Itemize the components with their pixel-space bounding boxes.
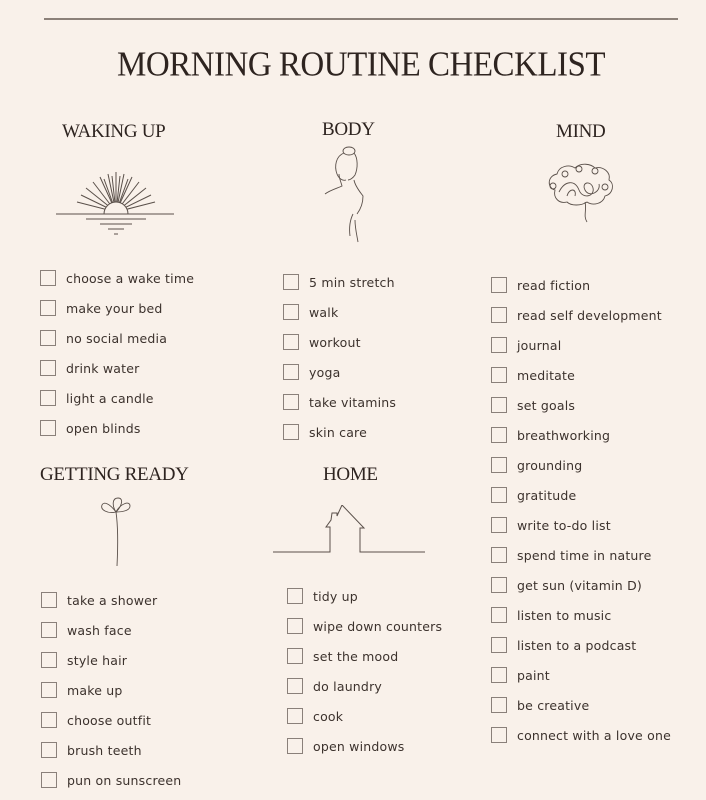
checkbox[interactable] — [283, 394, 299, 410]
item-label: 5 min stretch — [309, 274, 395, 290]
item-label: drink water — [66, 360, 140, 376]
checklist-item[interactable] — [491, 600, 671, 630]
checklist-item[interactable] — [491, 720, 671, 750]
checkbox[interactable] — [283, 274, 299, 290]
body-checklist — [283, 267, 396, 447]
item-label: grounding — [517, 457, 583, 473]
sunrise-icon — [56, 170, 176, 240]
item-label: gratitude — [517, 487, 577, 503]
checklist-item[interactable] — [41, 645, 181, 675]
checklist-item[interactable] — [287, 581, 442, 611]
waking-up-checklist — [40, 263, 194, 443]
checklist-item[interactable] — [287, 731, 442, 761]
item-label: wash face — [67, 622, 132, 638]
item-label: walk — [309, 304, 339, 320]
checklist-item[interactable] — [287, 701, 442, 731]
checkbox[interactable] — [491, 487, 507, 503]
checklist-item[interactable] — [41, 705, 181, 735]
item-label: paint — [517, 667, 550, 683]
checkbox[interactable] — [283, 364, 299, 380]
checklist-item[interactable] — [40, 353, 194, 383]
checkbox[interactable] — [491, 427, 507, 443]
checkbox[interactable] — [491, 607, 507, 623]
item-label: tidy up — [313, 588, 358, 604]
item-label: set goals — [517, 397, 576, 413]
checkbox[interactable] — [40, 360, 56, 376]
checklist-item[interactable] — [283, 267, 396, 297]
item-label: listen to a podcast — [517, 637, 637, 653]
checklist-item[interactable] — [491, 300, 671, 330]
house-icon — [273, 505, 427, 555]
woman-silhouette-icon — [322, 144, 372, 244]
checklist-item[interactable] — [41, 735, 181, 765]
checkbox[interactable] — [283, 424, 299, 440]
checklist-item[interactable] — [40, 413, 194, 443]
section-heading-waking-up: WAKING UP — [62, 121, 166, 142]
item-label: light a candle — [66, 390, 154, 406]
item-label: connect with a love one — [517, 727, 671, 743]
checklist-item[interactable] — [41, 675, 181, 705]
checkbox[interactable] — [40, 420, 56, 436]
item-label: workout — [309, 334, 361, 350]
checklist-item[interactable] — [40, 383, 194, 413]
checkbox[interactable] — [41, 742, 57, 758]
checklist-item[interactable] — [287, 671, 442, 701]
checklist-item[interactable] — [491, 480, 671, 510]
checkbox[interactable] — [491, 397, 507, 413]
checkbox[interactable] — [287, 678, 303, 694]
checkbox[interactable] — [491, 277, 507, 293]
item-label: skin care — [309, 424, 368, 440]
checklist-item[interactable] — [40, 263, 194, 293]
checklist-item[interactable] — [491, 510, 671, 540]
item-label: yoga — [309, 364, 341, 380]
checkbox[interactable] — [491, 547, 507, 563]
mind-checklist — [491, 270, 671, 750]
flower-icon — [98, 496, 134, 576]
checklist-item[interactable] — [40, 323, 194, 353]
checkbox[interactable] — [491, 367, 507, 383]
home-checklist — [287, 581, 442, 761]
item-label: breathworking — [517, 427, 611, 443]
checkbox[interactable] — [41, 682, 57, 698]
item-label: read self development — [517, 307, 662, 323]
checklist-item[interactable] — [491, 360, 671, 390]
page-title: MORNING ROUTINE CHECKLIST — [117, 46, 605, 84]
checklist-item[interactable] — [491, 570, 671, 600]
item-label: spend time in nature — [517, 547, 652, 563]
checkbox[interactable] — [491, 457, 507, 473]
checkbox[interactable] — [491, 517, 507, 533]
item-label: style hair — [67, 652, 128, 668]
section-heading-mind: MIND — [556, 121, 606, 142]
item-label: make your bed — [66, 300, 163, 316]
checkbox[interactable] — [491, 577, 507, 593]
item-label: open windows — [313, 738, 405, 754]
item-label: open blinds — [66, 420, 141, 436]
item-label: choose a wake time — [66, 270, 195, 286]
item-label: pun on sunscreen — [67, 772, 182, 788]
checklist-item[interactable] — [283, 297, 396, 327]
checkbox[interactable] — [491, 727, 507, 743]
checklist-item[interactable] — [41, 585, 181, 615]
checklist-item[interactable] — [491, 330, 671, 360]
item-label: get sun (vitamin D) — [517, 577, 642, 593]
checklist-item[interactable] — [491, 690, 671, 720]
checklist-item[interactable] — [491, 270, 671, 300]
checklist-item[interactable] — [491, 450, 671, 480]
checkbox[interactable] — [40, 270, 56, 286]
checklist-item[interactable] — [491, 630, 671, 660]
checklist-item[interactable] — [41, 615, 181, 645]
checkbox[interactable] — [283, 334, 299, 350]
item-label: do laundry — [313, 678, 383, 694]
checkbox[interactable] — [41, 622, 57, 638]
brain-icon — [545, 160, 617, 228]
checklist-item[interactable] — [40, 293, 194, 323]
checklist-item[interactable] — [491, 420, 671, 450]
checkbox[interactable] — [41, 712, 57, 728]
checkbox[interactable] — [491, 697, 507, 713]
section-heading-home: HOME — [323, 464, 378, 485]
section-heading-body: BODY — [322, 119, 375, 140]
item-label: listen to music — [517, 607, 612, 623]
checklist-item[interactable] — [491, 540, 671, 570]
top-divider — [44, 18, 678, 20]
item-label: write to-do list — [517, 517, 611, 533]
item-label: cook — [313, 708, 344, 724]
item-label: make up — [67, 682, 123, 698]
item-label: wipe down counters — [313, 618, 443, 634]
item-label: no social media — [66, 330, 168, 346]
checkbox[interactable] — [287, 588, 303, 604]
checkbox[interactable] — [491, 337, 507, 353]
checklist-item[interactable] — [283, 417, 396, 447]
getting-ready-checklist — [41, 585, 181, 795]
checkbox[interactable] — [41, 772, 57, 788]
item-label: take a shower — [67, 592, 158, 608]
checklist-item[interactable] — [283, 357, 396, 387]
checklist-item[interactable] — [491, 390, 671, 420]
checkbox[interactable] — [283, 304, 299, 320]
item-label: brush teeth — [67, 742, 142, 758]
item-label: read fiction — [517, 277, 591, 293]
checklist-item[interactable] — [283, 387, 396, 417]
item-label: take vitamins — [309, 394, 397, 410]
checklist-item[interactable] — [287, 641, 442, 671]
checklist-item[interactable] — [41, 765, 181, 795]
item-label: set the mood — [313, 648, 399, 664]
checkbox[interactable] — [491, 307, 507, 323]
checklist-item[interactable] — [283, 327, 396, 357]
checkbox[interactable] — [40, 330, 56, 346]
item-label: journal — [517, 337, 562, 353]
item-label: meditate — [517, 367, 576, 383]
checkbox[interactable] — [287, 708, 303, 724]
checkbox[interactable] — [287, 618, 303, 634]
section-heading-getting-ready: GETTING READY — [40, 464, 189, 485]
checkbox[interactable] — [491, 637, 507, 653]
checkbox[interactable] — [287, 738, 303, 754]
checkbox[interactable] — [491, 667, 507, 683]
checklist-item[interactable] — [491, 660, 671, 690]
checklist-item[interactable] — [287, 611, 442, 641]
checkbox[interactable] — [287, 648, 303, 664]
checkbox[interactable] — [40, 390, 56, 406]
checkbox[interactable] — [41, 652, 57, 668]
checkbox[interactable] — [40, 300, 56, 316]
checkbox[interactable] — [41, 592, 57, 608]
item-label: choose outfit — [67, 712, 152, 728]
item-label: be creative — [517, 697, 590, 713]
